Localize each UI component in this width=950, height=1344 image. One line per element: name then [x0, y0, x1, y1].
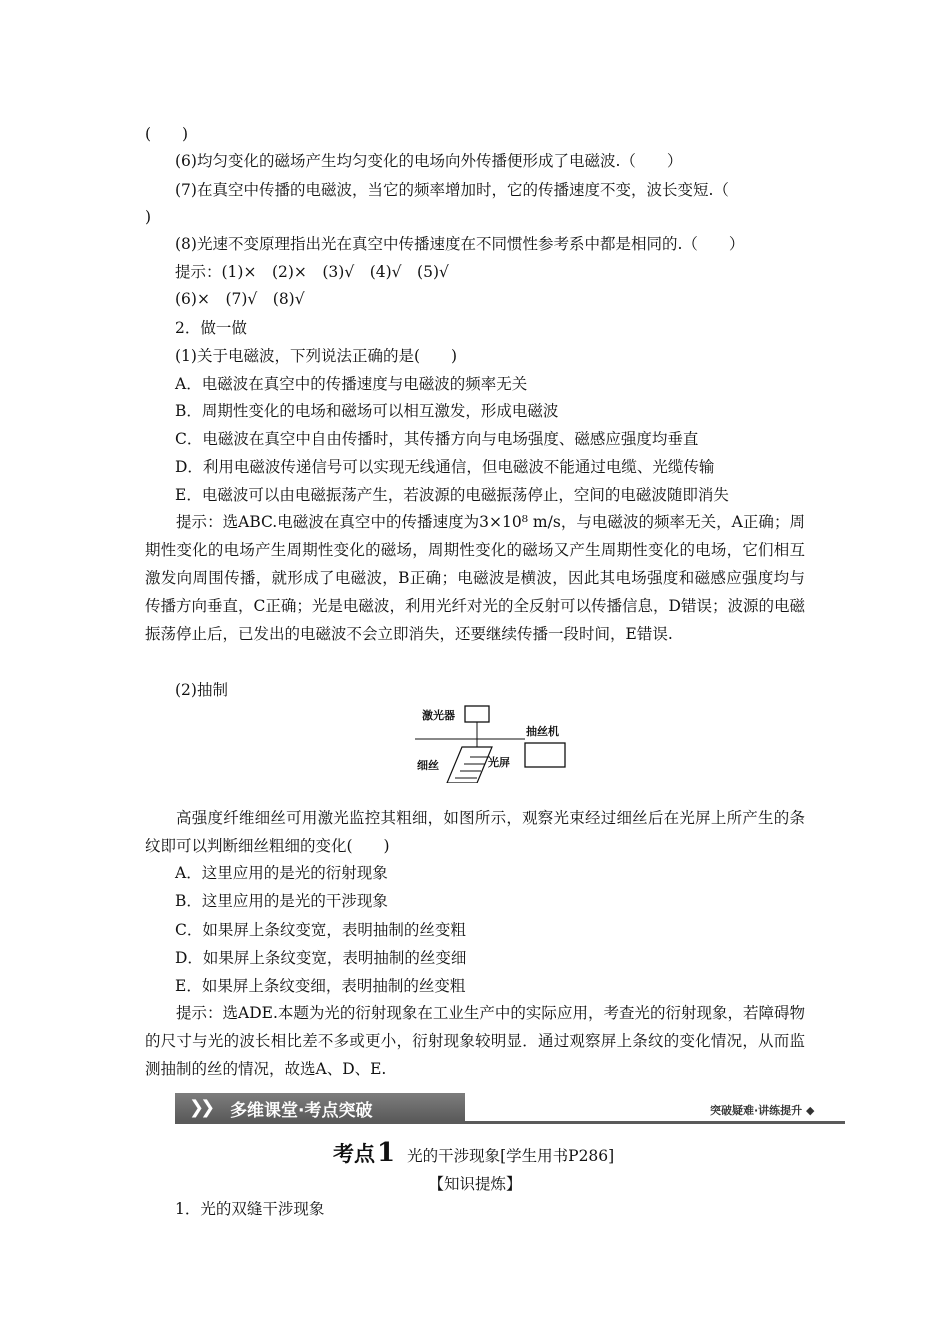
section-heading: 2．做一做	[175, 319, 247, 337]
problem-2-question: (2)抽制	[175, 681, 228, 699]
kaodian-title: 光的干涉现象[学生用书P286]	[407, 1147, 615, 1165]
double-chevron-icon: ❯❯	[189, 1097, 212, 1118]
problem-2-option-d: D．如果屏上条纹变宽，表明抽制的丝变细	[175, 949, 467, 967]
laser-label: 激光器	[422, 709, 455, 722]
screen-label: 光屏	[488, 756, 510, 769]
problem-1-option-e: E．电磁波可以由电磁振荡产生，若波源的电磁振荡停止，空间的电磁波随即消失	[175, 486, 729, 504]
question-7-tail: )	[145, 208, 152, 226]
banner-subtitle	[710, 1102, 815, 1118]
hint-answers-2: (6)× (7)√ (8)√	[175, 290, 305, 308]
kaodian-number: 1	[377, 1138, 396, 1168]
section-banner	[175, 1093, 845, 1125]
problem-2-option-b: B．这里应用的是光的干涉现象	[175, 892, 388, 910]
diamond-icon: ◆	[806, 1104, 815, 1117]
item-1-heading: 1．光的双缝干涉现象	[175, 1200, 325, 1218]
question-8: (8)光速不变原理指出光在真空中传播速度在不同惯性参考系中都是相同的.（ ）	[175, 235, 745, 253]
wire-label: 细丝	[417, 759, 439, 772]
problem-2-option-a: A．这里应用的是光的衍射现象	[175, 864, 388, 882]
problem-2-stem: 高强度纤维细丝可用激光监控其粗细，如图所示，观察光束经过细丝后在光屏上所产生的条纹即可以判断细丝粗细的变化( )	[145, 809, 805, 855]
laser-diagram	[415, 703, 575, 783]
problem-1-option-c: C．电磁波在真空中自由传播时，其传播方向与电场强度、磁感应强度均垂直	[175, 430, 699, 448]
problem-1-answer: 提示：选ABC.电磁波在真空中的传播速度为3×10⁸ m/s，与电磁波的频率无关，A正确；周期性变化的电场产生周期性变化的磁场，周期性变化的磁场又产生周期性变化的电场，它们相互激发向周围传播，就形成了电磁波，B正确；电磁波是横波，因此其电场强度和磁感应强度均与传播方向垂直，C正确；光是电磁波，利用光纤对光的全反射可以传播信息，D错误；波源的电磁振荡停止后，已发出的电磁波不会立即消失，还要继续传播一段时间，E错误.	[145, 513, 805, 643]
problem-2-option-e: E．如果屏上条纹变细，表明抽制的丝变粗	[175, 977, 466, 995]
knowledge-heading: 【知识提炼】	[428, 1175, 522, 1193]
banner-title: 多维课堂·考点突破	[230, 1101, 373, 1121]
hint-answers-1: 提示：(1)× (2)× (3)√ (4)√ (5)√	[175, 263, 449, 281]
banner-subtitle-text: 突破疑难·讲练提升	[710, 1104, 803, 1117]
problem-2-option-c: C．如果屏上条纹变宽，表明抽制的丝变粗	[175, 921, 466, 939]
drawer-label: 抽丝机	[526, 725, 559, 738]
kaodian-label: 考点	[333, 1142, 375, 1166]
problem-1-option-b: B．周期性变化的电场和磁场可以相互激发，形成电磁波	[175, 402, 559, 420]
problem-1-option-d: D．利用电磁波传递信号可以实现无线通信，但电磁波不能通过电缆、光缆传输	[175, 458, 715, 476]
question-6: (6)均匀变化的磁场产生均匀变化的电场向外传播便形成了电磁波.（ ）	[175, 152, 683, 170]
banner-rule	[175, 1121, 845, 1124]
problem-1-option-a: A．电磁波在真空中的传播速度与电磁波的频率无关	[175, 375, 528, 393]
kaodian-heading	[333, 1138, 614, 1168]
problem-1-question: (1)关于电磁波，下列说法正确的是( )	[175, 347, 458, 365]
question-7: (7)在真空中传播的电磁波，当它的频率增加时，它的传播速度不变，波长变短.（	[175, 181, 729, 199]
problem-2-answer: 提示：选ADE.本题为光的衍射现象在工业生产中的实际应用，考查光的衍射现象，若障碍物的尺寸与光的波长相比差不多或更小，衍射现象较明显．通过观察屏上条纹的变化情况，从而监测抽制的丝的情况，故选A、D、E.	[145, 1004, 805, 1078]
q5-tail: ( )	[145, 125, 189, 143]
